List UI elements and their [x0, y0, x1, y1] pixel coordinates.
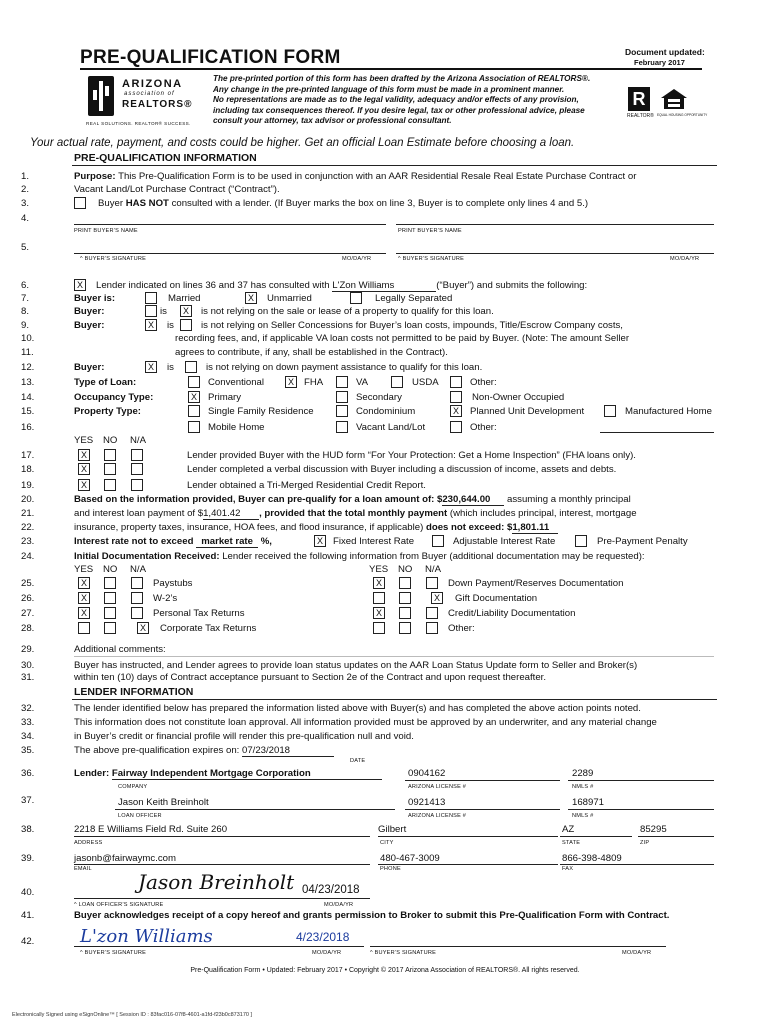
loan-other-checkbox[interactable]	[450, 376, 462, 388]
is-label: is	[167, 320, 174, 331]
disclaimer-line: including tax consequences thereof. If you desire legal, tax or other professional advice, please	[213, 105, 585, 115]
adjustable-rate-checkbox[interactable]	[432, 535, 444, 547]
non-owner-checkbox[interactable]	[450, 391, 462, 403]
fax-caption: FAX	[562, 866, 574, 872]
personal-tax-na-checkbox[interactable]	[131, 607, 143, 619]
is-label: is	[160, 306, 167, 317]
print-buyer-name-caption: PRINT BUYER’S NAME	[74, 228, 138, 234]
line-number: 34.	[21, 731, 35, 742]
yes-header: YES	[74, 564, 94, 575]
gift-na-checkbox[interactable]: X	[431, 592, 443, 604]
buyer-name-line-2[interactable]	[396, 224, 714, 225]
has-not-consulted-checkbox[interactable]	[74, 197, 86, 209]
line-number: 21.	[21, 508, 35, 519]
line-number: 10.	[21, 333, 35, 344]
paystubs-na-checkbox[interactable]	[131, 577, 143, 589]
mobile-home-label: Mobile Home	[208, 422, 265, 433]
realtor-mark-label: REALTOR®	[627, 113, 654, 119]
line-number: 6.	[21, 280, 30, 291]
line-number: 40.	[21, 887, 35, 898]
secondary-label: Secondary	[356, 392, 402, 403]
corporate-tax-no-checkbox[interactable]	[104, 622, 116, 634]
line-number: 41.	[21, 910, 35, 921]
field-rule	[378, 836, 558, 837]
line-number: 11.	[21, 347, 34, 358]
doc-updated-date: February 2017	[634, 58, 685, 67]
section-lender-information: LENDER INFORMATION	[74, 686, 194, 698]
line-number: 17.	[21, 450, 35, 461]
primary-checkbox[interactable]: X	[188, 391, 200, 403]
email-caption: EMAIL	[74, 866, 92, 872]
esign-stamp: Electronically Signed using eSignOnline™ [ Session ID : 83fac016-07f8-4601-a1fd-f23b0c873170 ]	[12, 1012, 253, 1018]
other-doc-no-checkbox[interactable]	[399, 622, 411, 634]
credit-doc-label: Credit/Liability Documentation	[448, 608, 576, 619]
line-number: 14.	[21, 392, 35, 403]
additional-comments-field[interactable]	[74, 656, 714, 657]
buyer-signature-line-2[interactable]	[396, 253, 714, 254]
line-number: 19.	[21, 480, 35, 491]
va-label: VA	[356, 377, 369, 388]
officer-nmls-field[interactable]: 168971	[572, 797, 605, 808]
line-17-text: Lender provided Buyer with the HUD form “For Your Protection: Get a Home Inspection” (FHA loans only).	[187, 450, 636, 461]
buyer-signature-caption: ^ BUYER’S SIGNATURE	[370, 950, 436, 956]
line-number: 38.	[21, 824, 35, 835]
no-header: NO	[398, 564, 413, 575]
gift-no-checkbox[interactable]	[399, 592, 411, 604]
line-number: 18.	[21, 464, 35, 475]
city-field[interactable]: Gilbert	[378, 824, 407, 835]
logo-assoc: association of	[124, 91, 175, 97]
lender-company-row: Lender: Fairway Independent Mortgage Corporation	[74, 768, 382, 780]
line-number: 8.	[21, 306, 30, 317]
gift-doc-label: Gift Documentation	[455, 593, 538, 604]
corporate-tax-label: Corporate Tax Returns	[160, 623, 257, 634]
prepayment-checkbox[interactable]	[575, 535, 587, 547]
eho-label: EQUAL HOUSING OPPORTUNITY	[657, 113, 708, 117]
additional-comments-label: Additional comments:	[74, 644, 166, 655]
fha-checkbox[interactable]: X	[285, 376, 297, 388]
mo-da-yr-caption: MO/DA/YR	[670, 256, 700, 262]
fha-label: FHA	[304, 377, 324, 388]
address-caption: ADDRESS	[74, 840, 103, 846]
print-buyer-name-caption: PRINT BUYER’S NAME	[398, 228, 462, 234]
fixed-rate-label: Fixed Interest Rate	[333, 536, 415, 547]
line-number: 37.	[21, 795, 35, 806]
city-caption: CITY	[380, 840, 394, 846]
down-payment-label: Down Payment/Reserves Documentation	[448, 578, 624, 589]
line-number: 28.	[21, 623, 35, 634]
gift-yes-checkbox[interactable]	[373, 592, 385, 604]
credit-na-checkbox[interactable]	[131, 479, 143, 491]
state-caption: STATE	[562, 840, 581, 846]
company-nmls-field[interactable]: 2289	[572, 768, 594, 779]
line-33-text: This information does not constitute loan approval. All information provided must be approved by an underwriter, and any material change	[74, 717, 657, 728]
personal-tax-yes-checkbox[interactable]: X	[78, 607, 90, 619]
line-3-text: Buyer HAS NOT consulted with a lender. (If Buyer marks the box on line 3, Buyer is to complete only lines 4 and 5.)	[98, 198, 589, 209]
line-number: 1.	[21, 171, 30, 182]
personal-tax-label: Personal Tax Returns	[153, 608, 245, 619]
lender-company-field: Fairway Independent Mortgage Corporation	[112, 768, 382, 780]
buyer-name-line-1[interactable]	[74, 224, 386, 225]
line-32-text: The lender identified below has prepared the information listed above with Buyer(s) and has completed the above action points noted.	[74, 703, 641, 714]
max-payment-field: 1,801.11	[512, 522, 558, 534]
line-19-text: Lender obtained a Tri-Merged Residential Credit Report.	[187, 480, 426, 491]
pud-label: Planned Unit Development	[470, 406, 585, 417]
na-header: N/A	[130, 564, 146, 575]
officer-signature-caption: ^ LOAN OFFICER’S SIGNATURE	[74, 902, 164, 908]
hud-no-checkbox[interactable]	[104, 449, 116, 461]
yes-header: YES	[369, 564, 389, 575]
corporate-tax-yes-checkbox[interactable]	[78, 622, 90, 634]
buyer-label: Buyer:	[74, 320, 105, 331]
fixed-rate-checkbox[interactable]: X	[314, 535, 326, 547]
married-label: Married	[168, 293, 201, 304]
other-doc-label: Other:	[448, 623, 475, 634]
section-rule	[72, 699, 717, 700]
line-10-text: recording fees, and, if applicable VA loan costs not permitted to be paid by Buyer. (Note: The amount Seller	[175, 333, 630, 344]
field-rule	[638, 836, 714, 837]
line-number: 13.	[21, 377, 35, 388]
line-number: 39.	[21, 853, 35, 864]
verbal-no-checkbox[interactable]	[104, 463, 116, 475]
line-11-text: agrees to contribute, if any, shall be established in the Contract).	[175, 347, 448, 358]
na-header: N/A	[425, 564, 441, 575]
page-footer: Pre-Qualification Form • Updated: February 2017 • Copyright © 2017 Arizona Association of REALTORS®. All rights reserved.	[190, 967, 580, 974]
line-31-text: within ten (10) days of Contract acceptance pursuant to Section 2e of the Contract and upon request thereafter.	[74, 672, 546, 683]
buyer-name-filled: L'Zon Williams	[332, 280, 436, 292]
line-23-text: Interest rate not to exceed market rate %,	[74, 536, 272, 547]
line-number: 42.	[21, 936, 35, 947]
officer-signature-date[interactable]: 04/23/2018	[302, 884, 360, 896]
line-number: 9.	[21, 320, 30, 331]
email-field[interactable]: jasonb@fairwaymc.com	[74, 853, 176, 864]
interest-rate-field: market rate	[196, 536, 258, 548]
logo-mark-icon	[88, 76, 114, 116]
line-34-text: in Buyer’s credit or financial profile will render this pre-qualification null and void.	[74, 731, 414, 742]
property-other-field[interactable]	[600, 432, 714, 433]
secondary-checkbox[interactable]	[336, 391, 348, 403]
line-number: 30.	[21, 660, 35, 671]
disclaimer-line: consult your attorney, tax advisor or professional consultant.	[213, 116, 452, 126]
legally-separated-label: Legally Separated	[375, 293, 453, 304]
manufactured-label: Manufactured Home	[625, 406, 712, 417]
sale-lease-is-not-checkbox[interactable]: X	[180, 305, 192, 317]
line-number: 15.	[21, 406, 35, 417]
usda-checkbox[interactable]	[391, 376, 403, 388]
conventional-checkbox[interactable]	[188, 376, 200, 388]
loan-officer-caption: LOAN OFFICER	[118, 813, 162, 819]
down-payment-assist-is-checkbox[interactable]: X	[145, 361, 157, 373]
down-payment-yes-checkbox[interactable]: X	[373, 577, 385, 589]
az-license-caption: ARIZONA LICENSE #	[408, 813, 467, 819]
mo-da-yr-caption: MO/DA/YR	[622, 950, 652, 956]
down-payment-no-checkbox[interactable]	[399, 577, 411, 589]
other-doc-yes-checkbox[interactable]	[373, 622, 385, 634]
occupancy-type-label: Occupancy Type:	[74, 392, 154, 403]
buyer-label: Buyer:	[74, 306, 105, 317]
mo-da-yr-caption: MO/DA/YR	[342, 256, 372, 262]
other-doc-na-checkbox[interactable]	[426, 622, 438, 634]
buyer-is-label: Buyer is:	[74, 293, 116, 304]
logo-realtors: REALTORS®	[122, 99, 193, 110]
realtor-r-icon	[628, 87, 650, 111]
buyer-label: Buyer:	[74, 362, 105, 373]
line-number: 3.	[21, 198, 30, 209]
line-35-text: The above pre-qualification expires on: 07/23/2018	[74, 745, 334, 757]
line-number: 29.	[21, 644, 35, 655]
seller-concessions-is-checkbox[interactable]: X	[145, 319, 157, 331]
doc-updated-label: Document updated:	[625, 47, 705, 57]
line-number: 16.	[21, 422, 35, 433]
line-number: 20.	[21, 494, 35, 505]
disclaimer-line: No representations are made as to the legal validity, adequacy and/or effects of any provision,	[213, 95, 579, 105]
primary-label: Primary	[208, 392, 242, 403]
field-rule	[115, 809, 395, 810]
yes-header: YES	[74, 435, 94, 446]
mo-da-yr-caption: MO/DA/YR	[312, 950, 342, 956]
field-rule	[378, 864, 558, 865]
line-6-text: Lender indicated on lines 36 and 37 has consulted with L'Zon Williams (“Buyer”) and submits the following:	[96, 280, 588, 291]
line-9-text: is not relying on Seller Concessions for Buyer’s loan costs, impounds, Title/Escrow Company costs,	[201, 320, 623, 331]
disclaimer-line: Any change in the pre-printed language of this form must be made in a prominent manner.	[213, 84, 565, 94]
expiration-date-field: 07/23/2018	[242, 745, 334, 757]
w2-no-checkbox[interactable]	[104, 592, 116, 604]
non-owner-label: Non-Owner Occupied	[472, 392, 565, 403]
manufactured-checkbox[interactable]	[604, 405, 616, 417]
nmls-caption: NMLS #	[572, 784, 594, 790]
single-family-label: Single Family Residence	[208, 406, 314, 417]
hud-yes-checkbox[interactable]: X	[78, 449, 90, 461]
field-rule	[74, 898, 370, 899]
credit-doc-yes-checkbox[interactable]: X	[373, 607, 385, 619]
line-number: 35.	[21, 745, 35, 756]
is-label: is	[167, 362, 174, 373]
line-number: 27.	[21, 608, 35, 619]
loan-officer-signature[interactable]: Jason Breinholt	[138, 870, 295, 894]
field-rule	[568, 809, 714, 810]
line-20-text: Based on the information provided, Buyer can pre-qualify for a loan amount of: $230,644.00 assuming a monthly principal	[74, 494, 631, 505]
married-checkbox[interactable]	[145, 292, 157, 304]
form-title: PRE-QUALIFICATION FORM	[80, 47, 341, 68]
line-41-text: Buyer acknowledges receipt of a copy hereof and grants permission to Broker to submit this Pre-Qualification Form with Contract.	[74, 910, 670, 921]
down-payment-assist-is-not-checkbox[interactable]	[185, 361, 197, 373]
field-rule	[74, 836, 370, 837]
loan-amount-field: 230,644.00	[442, 494, 504, 506]
field-rule	[560, 836, 632, 837]
az-license-caption: ARIZONA LICENSE #	[408, 784, 467, 790]
unmarried-checkbox[interactable]: X	[245, 292, 257, 304]
credit-no-checkbox[interactable]	[104, 479, 116, 491]
pud-checkbox[interactable]: X	[450, 405, 462, 417]
zip-field[interactable]: 85295	[640, 824, 667, 835]
usda-label: USDA	[412, 377, 439, 388]
rate-warning: Your actual rate, payment, and costs could be higher. Get an official Loan Estimate before choosing a loan.	[30, 137, 575, 149]
line-24-text: Initial Documentation Received: Lender received the following information from Buyer (additional documentation may be requested):	[74, 551, 645, 562]
nmls-caption: NMLS #	[572, 813, 594, 819]
date-caption: DATE	[350, 758, 366, 764]
fax-field[interactable]: 866-398-4809	[562, 853, 622, 864]
section-rule	[72, 165, 717, 166]
buyer-signature[interactable]: L'zon Williams	[80, 926, 213, 947]
realtor-r-letter: R	[632, 89, 646, 109]
adjustable-rate-label: Adjustable Interest Rate	[453, 536, 556, 547]
address-field[interactable]: 2218 E Williams Field Rd. Suite 260	[74, 824, 228, 835]
state-field[interactable]: AZ	[562, 824, 575, 835]
type-of-loan-label: Type of Loan:	[74, 377, 137, 388]
company-license-field[interactable]: 0904162	[408, 768, 446, 779]
buyer-signature-line-1[interactable]	[74, 253, 386, 254]
company-caption: COMPANY	[118, 784, 148, 790]
line-number: 26.	[21, 593, 35, 604]
mobile-home-checkbox[interactable]	[188, 421, 200, 433]
zip-caption: ZIP	[640, 840, 650, 846]
line-number: 4.	[21, 213, 30, 224]
line-12-text: is not relying on down payment assistance to qualify for this loan.	[206, 362, 483, 373]
single-family-checkbox[interactable]	[188, 405, 200, 417]
purpose-line-1: Purpose: This Pre-Qualification Form is to be used in conjunction with an AAR Residential Resale Real Estate Purchase Contract or	[74, 171, 637, 182]
line-number: 5.	[21, 242, 30, 253]
vacant-land-checkbox[interactable]	[336, 421, 348, 433]
purpose-line-2: Vacant Land/Lot Purchase Contract (“Contract”).	[74, 184, 280, 195]
credit-doc-na-checkbox[interactable]	[426, 607, 438, 619]
field-rule	[370, 946, 666, 947]
verbal-na-checkbox[interactable]	[131, 463, 143, 475]
legally-separated-checkbox[interactable]	[350, 292, 362, 304]
credit-yes-checkbox[interactable]: X	[78, 479, 90, 491]
field-rule	[74, 946, 364, 947]
loan-other-label: Other:	[470, 377, 497, 388]
loan-officer-field[interactable]: Jason Keith Breinholt	[118, 797, 209, 808]
verbal-yes-checkbox[interactable]: X	[78, 463, 90, 475]
line-number: 31.	[21, 672, 35, 683]
arizona-realtors-logo	[82, 74, 202, 130]
property-other-label: Other:	[470, 422, 497, 433]
logo-tagline: REAL SOLUTIONS. REALTOR® SUCCESS.	[86, 121, 191, 126]
logo-name: ARIZONA	[122, 78, 183, 90]
field-rule	[568, 780, 714, 781]
mo-da-yr-caption: MO/DA/YR	[324, 902, 354, 908]
line-21-text: and interest loan payment of $1,401.42 , provided that the total monthly payment (which includes principal, interest, mortgage	[74, 508, 637, 519]
va-checkbox[interactable]	[336, 376, 348, 388]
line-number: 36.	[21, 768, 35, 779]
line-number: 22.	[21, 522, 35, 533]
no-header: NO	[103, 435, 118, 446]
corporate-tax-na-checkbox[interactable]: X	[137, 622, 149, 634]
field-rule	[74, 864, 370, 865]
section-pre-qualification-information: PRE-QUALIFICATION INFORMATION	[74, 152, 257, 164]
equal-housing-icon	[660, 88, 688, 110]
prepayment-label: Pre-Payment Penalty	[597, 536, 688, 547]
hud-na-checkbox[interactable]	[131, 449, 143, 461]
officer-license-field[interactable]: 0921413	[408, 797, 446, 808]
property-type-label: Property Type:	[74, 406, 141, 417]
buyer-signature-caption: ^ BUYER’S SIGNATURE	[80, 950, 146, 956]
phone-caption: PHONE	[380, 866, 401, 872]
disclaimer-line: The pre-printed portion of this form has been drafted by the Arizona Association of REALTORS®.	[213, 74, 591, 83]
sale-lease-is-checkbox[interactable]	[145, 305, 157, 317]
unmarried-label: Unmarried	[267, 293, 312, 304]
na-header: N/A	[130, 435, 146, 446]
title-rule	[80, 68, 702, 70]
condominium-label: Condominium	[356, 406, 416, 417]
credit-doc-no-checkbox[interactable]	[399, 607, 411, 619]
line-22-text: insurance, property taxes, insurance, HOA fees, and flood insurance, if applicable) does not exceed: $1,801.11	[74, 522, 558, 534]
w2-na-checkbox[interactable]	[131, 592, 143, 604]
monthly-payment-field: 1,401.42	[203, 508, 259, 520]
line-30-text: Buyer has instructed, and Lender agrees to provide loan status updates on the AAR Loan Status Update form to Seller and Broker(s)	[74, 660, 638, 671]
line-8-text: is not relying on the sale or lease of a property to qualify for this loan.	[201, 306, 494, 317]
line-number: 23.	[21, 536, 35, 547]
line-number: 32.	[21, 703, 35, 714]
lender-consulted-checkbox[interactable]: X	[74, 279, 86, 291]
paystubs-yes-checkbox[interactable]: X	[78, 577, 90, 589]
buyer-signature-caption: ^ BUYER’S SIGNATURE	[398, 256, 464, 262]
paystubs-no-checkbox[interactable]	[104, 577, 116, 589]
paystubs-label: Paystubs	[153, 578, 193, 589]
field-rule	[405, 780, 560, 781]
down-payment-na-checkbox[interactable]	[426, 577, 438, 589]
vacant-land-label: Vacant Land/Lot	[356, 422, 426, 433]
disclaimer-block	[213, 74, 613, 127]
line-number: 7.	[21, 293, 30, 304]
no-header: NO	[103, 564, 118, 575]
line-number: 25.	[21, 578, 35, 589]
condominium-checkbox[interactable]	[336, 405, 348, 417]
field-rule	[560, 864, 714, 865]
w2-yes-checkbox[interactable]: X	[78, 592, 90, 604]
line-number: 12.	[21, 362, 35, 373]
line-number: 24.	[21, 551, 35, 562]
property-other-checkbox[interactable]	[450, 421, 462, 433]
line-number: 33.	[21, 717, 35, 728]
field-rule	[405, 809, 560, 810]
personal-tax-no-checkbox[interactable]	[104, 607, 116, 619]
seller-concessions-is-not-checkbox[interactable]	[180, 319, 192, 331]
buyer-signature-caption: ^ BUYER’S SIGNATURE	[80, 256, 146, 262]
line-18-text: Lender completed a verbal discussion with Buyer including a discussion of income, assets and debts.	[187, 464, 617, 475]
w2-label: W-2’s	[153, 593, 178, 604]
phone-field[interactable]: 480-467-3009	[380, 853, 440, 864]
conventional-label: Conventional	[208, 377, 265, 388]
line-number: 2.	[21, 184, 30, 195]
buyer-signature-date[interactable]: 4/23/2018	[296, 930, 350, 944]
